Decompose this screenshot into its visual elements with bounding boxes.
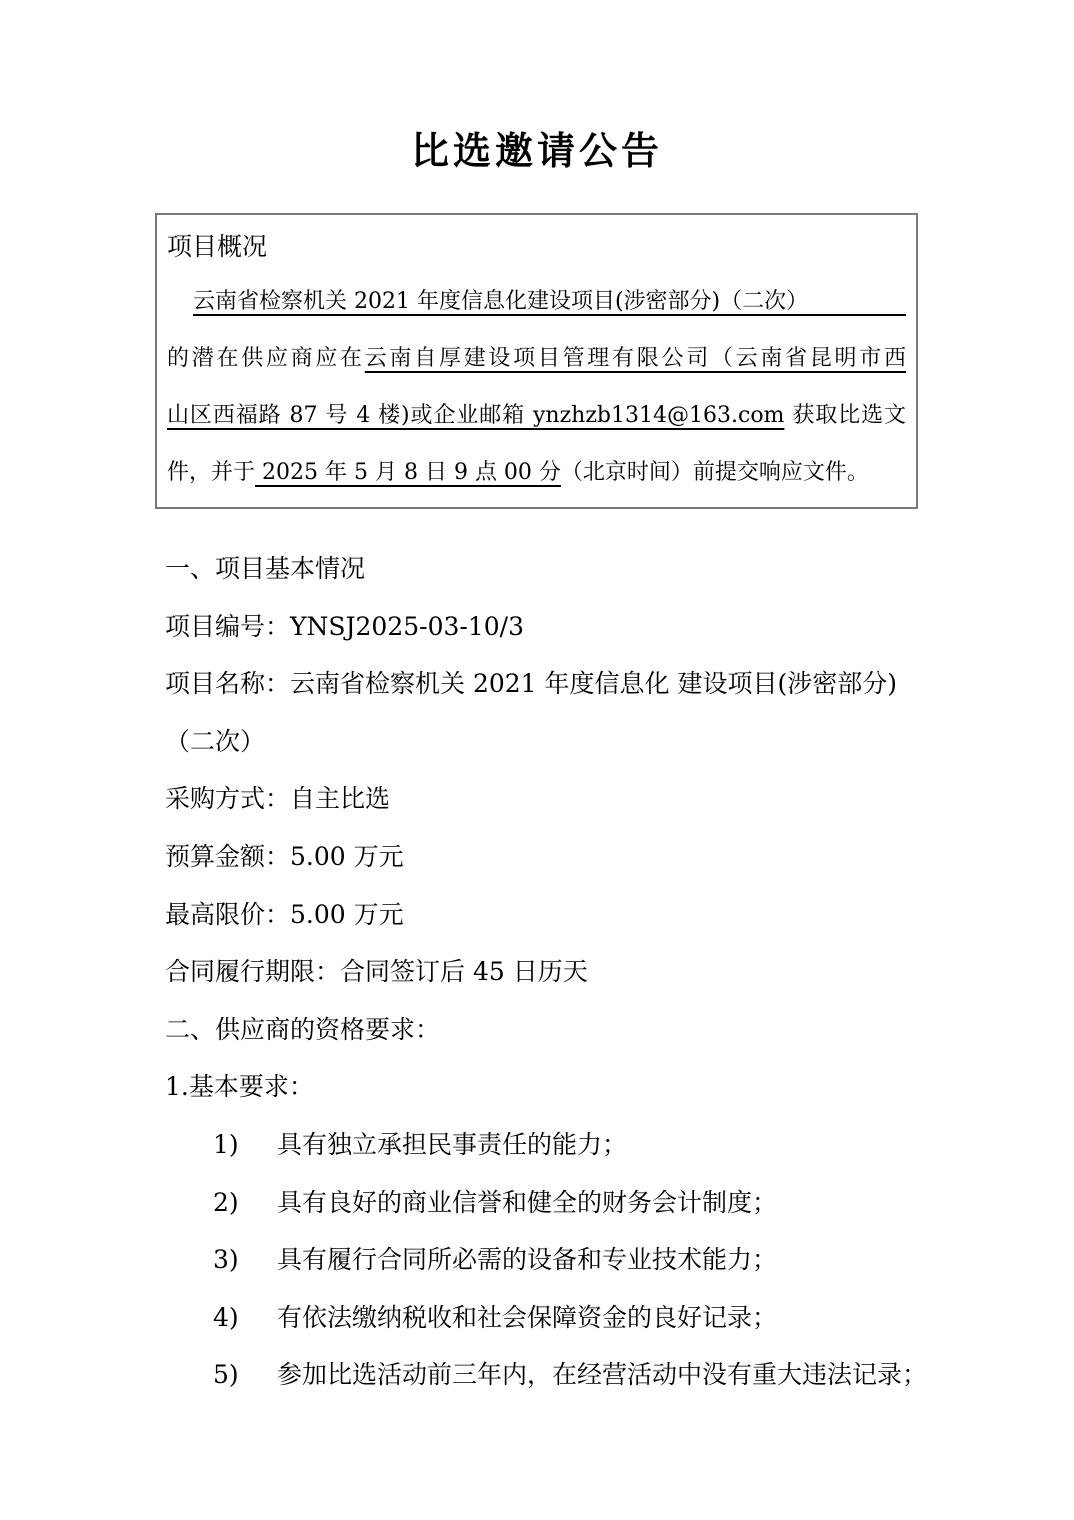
- item-text: 参加比选活动前三年内，在经营活动中没有重大违法记录；: [277, 1360, 928, 1390]
- overview-line-1: [167, 273, 906, 330]
- item-number: 4): [213, 1302, 239, 1332]
- project-name-continued: （二次）: [165, 726, 266, 756]
- procurement-method: 采购方式：自主比选: [165, 784, 391, 814]
- requirement-item-4: [165, 1289, 925, 1347]
- overview-line-3: [167, 387, 906, 444]
- overview-text: （北京时间）前提交响应文件。: [560, 460, 869, 485]
- agency-name-underlined: 云南自厚建设项目管理有限公司（云南省昆明市西: [364, 346, 906, 371]
- project-number: 项目编号：YNSJ2025-03-10/3: [165, 611, 524, 641]
- item-text: 有依法缴纳税收和社会保障资金的良好记录；: [277, 1302, 778, 1332]
- requirement-item-2: [165, 1174, 925, 1232]
- project-overview-box: [155, 213, 918, 509]
- overview-text: 获取比选文: [784, 403, 906, 428]
- address-email-underlined: 山区西福路 87 号 4 楼)或企业邮箱 ynzhzb1314@163.com: [167, 403, 785, 428]
- budget-amount: 预算金额：5.00 万元: [165, 841, 404, 871]
- section-2-heading: 二、供应商的资格要求：: [165, 1014, 441, 1044]
- item-number: 1): [213, 1129, 239, 1159]
- contract-period: 合同履行期限：合同签订后 45 日历天: [165, 957, 588, 987]
- overview-line-4: [167, 444, 906, 501]
- item-number: 5): [213, 1360, 239, 1390]
- underline-extension: [808, 314, 906, 316]
- item-number: 2): [213, 1187, 239, 1217]
- overview-line-2: [167, 330, 906, 387]
- item-number: 3): [213, 1245, 239, 1275]
- basic-requirements-label: 1.基本要求：: [165, 1072, 314, 1102]
- project-name: 项目名称：云南省检察机关 2021 年度信息化 建设项目(涉密部分): [165, 669, 897, 699]
- overview-text: 的潜在供应商应在: [167, 346, 365, 371]
- overview-text: 件，并于: [167, 460, 256, 485]
- page-title: 比选邀请公告: [410, 128, 663, 173]
- item-text: 具有良好的商业信誉和健全的财务会计制度；: [277, 1187, 778, 1217]
- section-1-heading: 一、项目基本情况: [165, 554, 366, 583]
- project-title-underlined: 云南省检察机关 2021 年度信息化建设项目(涉密部分)（二次）: [193, 289, 809, 314]
- requirement-item-1: [165, 1116, 925, 1174]
- item-text: 具有独立承担民事责任的能力；: [277, 1129, 628, 1159]
- deadline-underlined: 2025 年 5 月 8 日 9 点 00 分: [255, 460, 561, 485]
- overview-heading: 项目概况: [167, 232, 268, 261]
- document-body: [165, 540, 928, 1404]
- requirement-item-3: [165, 1231, 925, 1289]
- max-price-limit: 最高限价：5.00 万元: [165, 899, 404, 929]
- requirement-item-5: [165, 1346, 928, 1404]
- item-text: 具有履行合同所必需的设备和专业技术能力；: [277, 1245, 778, 1275]
